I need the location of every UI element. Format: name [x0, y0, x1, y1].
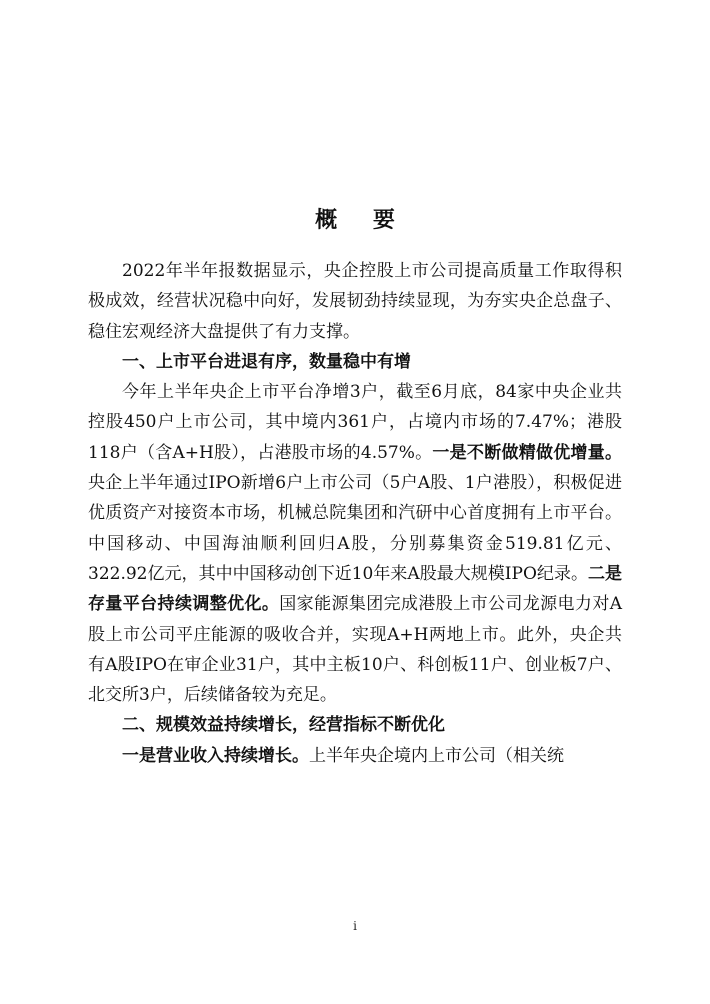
- section-2-paragraph: [88, 741, 622, 771]
- section-1-text-c: 国家能源集团完成港股上市公司龙源电力对A股上市公司平庄能源的吸收合并，实现A+H两地上市。此外，央企共有A股IPO在审企业31户，其中主板10户、科创板11户、创业板7户、北交所3户，后续储备较为充足。: [88, 594, 622, 706]
- section-1-emphasis-1: 一是不断做精做优增量。: [432, 442, 622, 463]
- section-1-text-b: 央企上半年通过IPO新增6户上市公司（5户A股、1户港股），积极促进优质资产对接资本市场，机械总院集团和汽研中心首度拥有上市平台。中国移动、中国海油顺利回归A股，分别募集资金519.81亿元、322.92亿元，其中中国移动创下近10年来A股最大规模IPO纪录。: [88, 473, 622, 584]
- section-1-emphasis-2: 二是存量平台持续调整优化。: [88, 563, 623, 615]
- section-heading-1: 一、上市平台进退有序，数量稳中有增: [122, 351, 411, 372]
- section-1-text-a: 今年上半年央企上市平台净增3户，截至6月底，84家中央企业共控股450户上市公司，其中境内361户，占境内市场的7.47%；港股118户（含A+H股），占港股市场的4.57%。: [88, 382, 622, 463]
- section-2-text-a: 上半年央企境内上市公司（相关统: [309, 745, 564, 766]
- intro-paragraph: 2022年半年报数据显示，央企控股上市公司提高质量工作取得积极成效，经营状况稳中向好，发展韧劲持续显现，为夯实央企总盘子、稳住宏观经济大盘提供了有力支撑。: [88, 261, 622, 342]
- section-heading-2: 二、规模效益持续增长，经营指标不断优化: [122, 715, 445, 736]
- page-title: 概 要: [315, 207, 409, 233]
- section-2-emphasis-1: 一是营业收入持续增长。: [122, 745, 309, 766]
- page-number: i: [353, 919, 357, 933]
- document-body: [88, 256, 622, 771]
- section-1-paragraph: [88, 377, 622, 710]
